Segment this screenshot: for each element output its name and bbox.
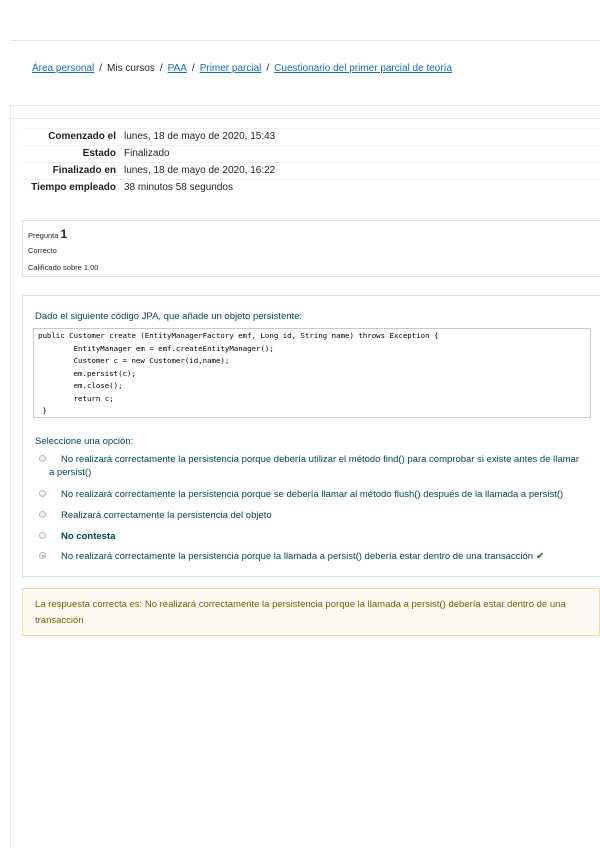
answer-option-5[interactable] (35, 550, 580, 563)
radio-button-selected[interactable] (39, 552, 46, 559)
breadcrumb-separator: / (99, 63, 103, 74)
question-number-label: Pregunta (28, 231, 59, 240)
breadcrumb-separator: / (266, 63, 270, 74)
code-block: public Customer create (EntityManagerFactory emf, Long id, String name) throws Exception { EntityManager em = emf.createEntityManager(); Customer c = new Customer(id,name); em.persist(c); em.close(); return c; } (33, 328, 591, 418)
summary-value: Finalizado (124, 148, 170, 159)
radio-button[interactable] (39, 455, 46, 462)
radio-button[interactable] (39, 532, 46, 539)
answer-option-1[interactable] (35, 453, 580, 479)
summary-row-state (22, 146, 600, 163)
correct-check-icon: ✔ (536, 551, 545, 562)
feedback-text: La respuesta correcta es: No realizará correctamente la persistencia porque la llamada a persist() debería estar dentro de una transacción (35, 599, 566, 626)
answer-option-label-wrap (49, 550, 580, 563)
breadcrumb-primer-parcial[interactable]: Primer parcial (199, 63, 262, 74)
summary-label: Comenzado el (48, 131, 116, 142)
question-grade: Calificado sobre 1.00 (28, 263, 99, 272)
breadcrumb-separator: / (191, 63, 195, 74)
question-content-box (22, 295, 600, 577)
question-state: Correcto (28, 246, 57, 255)
answer-option-no-contesta[interactable] (35, 530, 580, 543)
summary-row-finished (22, 163, 600, 180)
breadcrumb-area-personal[interactable]: Área personal (32, 63, 95, 74)
radio-button[interactable] (39, 490, 46, 497)
summary-value: lunes, 18 de mayo de 2020, 16:22 (124, 165, 276, 176)
summary-label: Tiempo empleado (31, 182, 116, 193)
breadcrumb (32, 63, 452, 74)
breadcrumb-paa[interactable]: PAA (167, 63, 187, 74)
summary-row-time-taken (22, 180, 600, 197)
breadcrumb-cuestionario[interactable]: Cuestionario del primer parcial de teoría (274, 63, 453, 74)
attempt-summary-table (22, 128, 600, 196)
answer-option-label: No contesta (61, 531, 116, 542)
summary-value: 38 minutos 58 segundos (124, 182, 233, 193)
answer-option-label: Realizará correctamente la persistencia del objeto (61, 510, 272, 521)
answer-prompt: Seleccione una opción: (35, 436, 134, 447)
summary-row-started (22, 129, 600, 146)
answer-option-2[interactable] (35, 488, 580, 501)
answer-option-label: No realizará correctamente la persistencia porque debería utilizar el método find() para comprobar si existe antes de llamar a persist() (49, 454, 580, 478)
question-number (28, 227, 67, 241)
page-left-border (10, 40, 11, 848)
summary-label: Estado (82, 148, 116, 159)
breadcrumb-mis-cursos: Mis cursos (107, 63, 155, 74)
answer-option-label: No realizará correctamente la persistencia porque la llamada a persist() debería estar dentro de una transacción (61, 551, 534, 562)
correct-answer-feedback (22, 588, 600, 636)
summary-value: lunes, 18 de mayo de 2020, 15:43 (124, 131, 276, 142)
answer-option-3[interactable] (35, 509, 580, 522)
question-number-value: 1 (60, 227, 68, 241)
summary-label: Finalizado en (52, 165, 116, 176)
question-info-box (22, 220, 600, 277)
summary-divider (10, 118, 600, 119)
question-text: Dado el siguiente código JPA, que añade un objeto persistente: (35, 311, 303, 322)
answer-option-label: No realizará correctamente la persistencia porque se debería llamar al método flush() después de la llamada a persist() (61, 489, 564, 500)
breadcrumb-separator: / (159, 63, 163, 74)
radio-button[interactable] (39, 511, 46, 518)
